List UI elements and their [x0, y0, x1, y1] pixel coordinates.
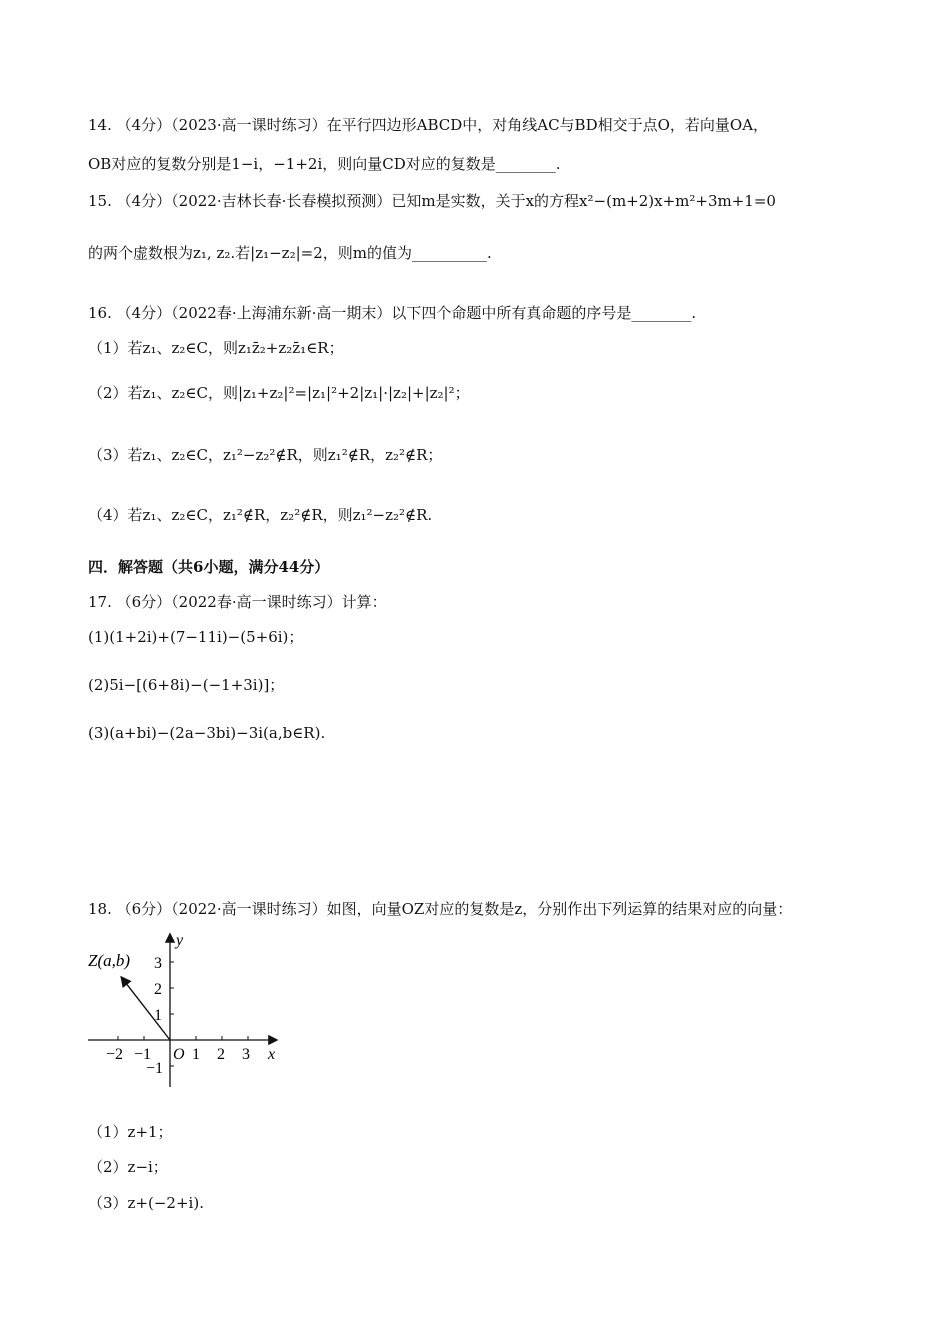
- q16-proposition-4: （4）若z₁、z₂∈C，z₁²∉R，z₂²∉R，则z₁²−z₂²∉R.: [88, 506, 433, 524]
- x-tick-label: 2: [217, 1046, 225, 1063]
- q16-proposition-2: （2）若z₁、z₂∈C，则|z₁+z₂|²=|z₁|²+2|z₁|·|z₂|+|z₂|²；: [88, 384, 470, 402]
- q18-sub-2: （2）z−i；: [88, 1158, 168, 1176]
- q18-sub-1: （1）z+1；: [88, 1123, 173, 1141]
- q18-stem: 18. （6分）（2022·高一课时练习）如图，向量OZ对应的复数是z，分别作出下列运算的结果对应的向量：: [88, 900, 793, 918]
- section-heading: 四．解答题（共6小题，满分44分）: [88, 558, 330, 576]
- y-axis-label: y: [176, 932, 184, 949]
- x-tick-label: 1: [192, 1046, 200, 1063]
- q14-line-2: OB对应的复数分别是1−i，−1+2i，则向量CD对应的复数是________.: [88, 155, 561, 173]
- vector-oz: [122, 978, 170, 1040]
- q14-line-1: 14. （4分）（2023·高一课时练习）在平行四边形ABCD中，对角线AC与BD相交于点O，若向量OA，: [88, 116, 769, 134]
- y-tick-label: −1: [146, 1060, 164, 1077]
- q17-sub-1: (1)(1+2i)+(7−11i)−(5+6i)；: [88, 628, 304, 646]
- q16-stem: 16. （4分）（2022春·上海浦东新·高一期末）以下四个命题中所有真命题的序号是________.: [88, 304, 697, 322]
- q15-line-2: 的两个虚数根为z₁, z₂.若|z₁−z₂|=2，则m的值为__________.: [88, 244, 492, 262]
- coordinate-figure: [86, 925, 291, 1090]
- x-tick-label: −2: [106, 1046, 124, 1063]
- x-tick-label: 3: [242, 1046, 250, 1063]
- y-tick-label: 2: [154, 981, 162, 998]
- point-label: Z(a,b): [88, 951, 131, 970]
- q15-line-1: 15. （4分）（2022·吉林长春·长春模拟预测）已知m是实数，关于x的方程x²−(m+2)x+m²+3m+1=0: [88, 192, 776, 210]
- q16-proposition-3: （3）若z₁、z₂∈C，z₁²−z₂²∉R，则z₁²∉R，z₂²∉R；: [88, 446, 443, 464]
- q17-sub-3: (3)(a+bi)−(2a−3bi)−3i(a,b∈R).: [88, 724, 326, 742]
- x-tick-label: −1: [134, 1046, 152, 1063]
- x-axis-label: x: [268, 1046, 276, 1063]
- q17-sub-2: (2)5i−[(6+8i)−(−1+3i)]；: [88, 676, 285, 694]
- origin-label: O: [173, 1046, 185, 1063]
- y-tick-label: 1: [154, 1007, 162, 1024]
- y-tick-label: 3: [154, 955, 162, 972]
- q18-sub-3: （3）z+(−2+i).: [88, 1194, 204, 1212]
- q16-proposition-1: （1）若z₁、z₂∈C，则z₁z̄₂+z₂z̄₁∈R；: [88, 339, 344, 357]
- q17-stem: 17. （6分）（2022春·高一课时练习）计算：: [88, 593, 387, 611]
